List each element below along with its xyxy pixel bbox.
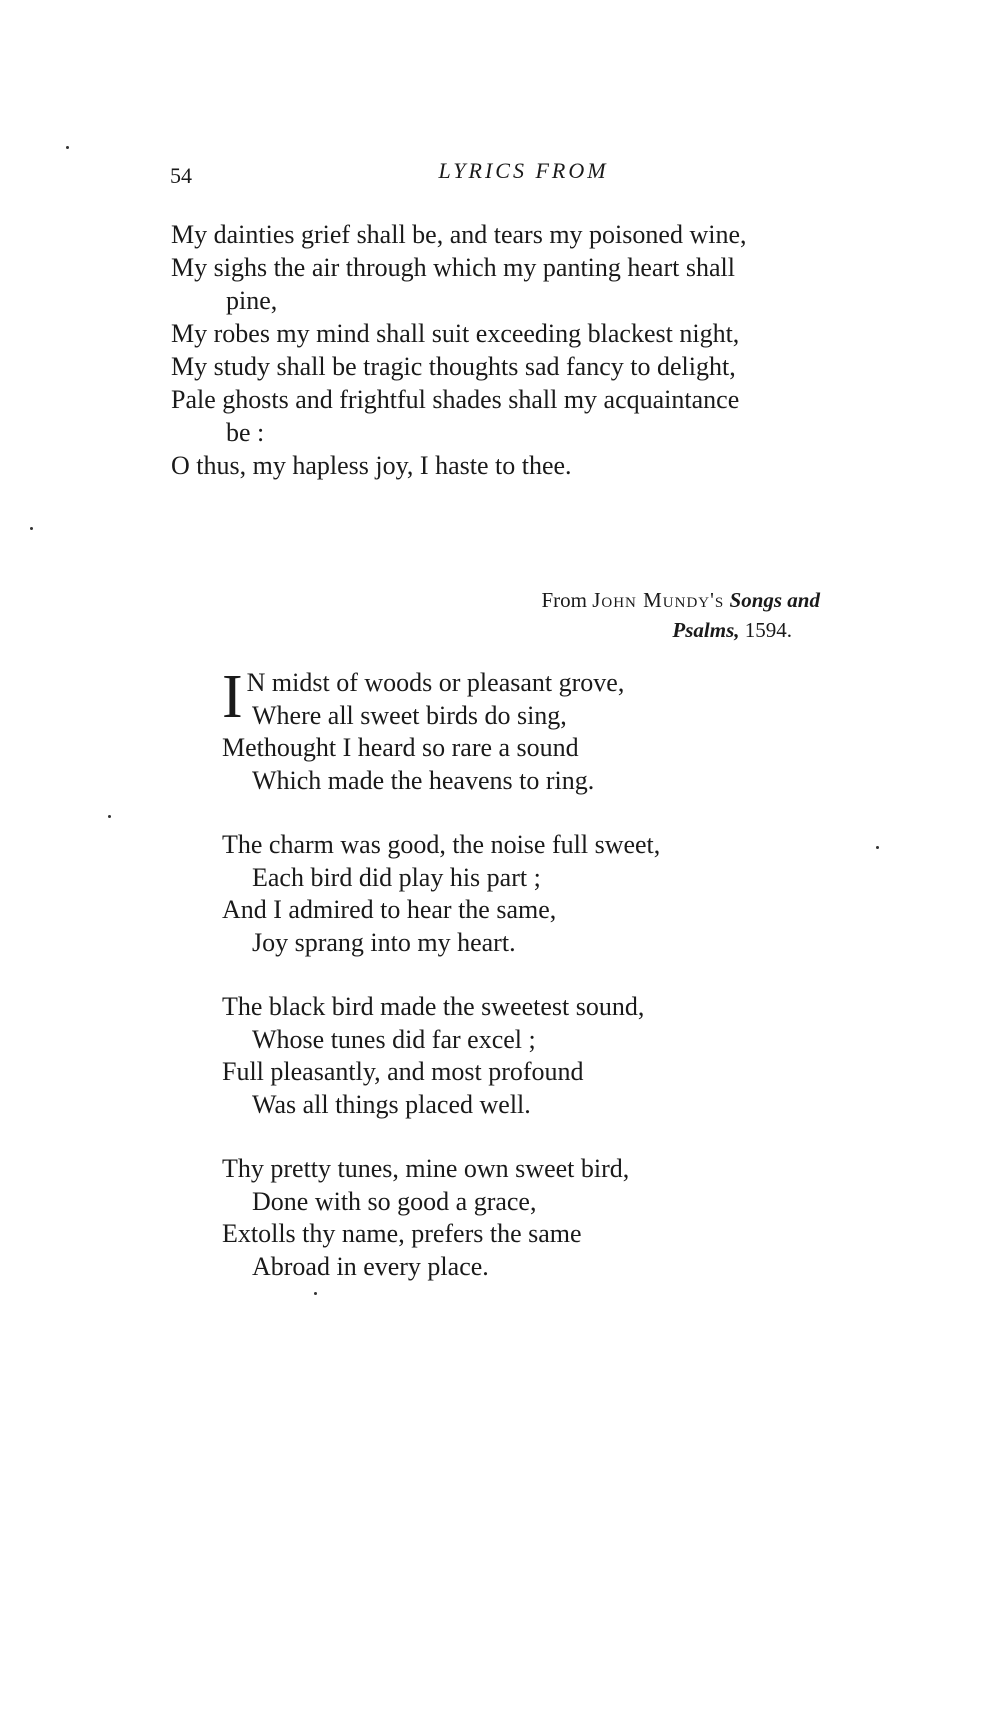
verse-line: Thy pretty tunes, mine own sweet bird, [222, 1154, 630, 1183]
verse-line: Was all things placed well. [252, 1089, 531, 1119]
verse-line: pine, [226, 286, 278, 315]
attribution-prefix: From [541, 588, 587, 612]
verse-line: Whose tunes did far excel ; [252, 1024, 536, 1054]
top-stanza [171, 218, 851, 482]
verse-line: Which made the heavens to ring. [252, 765, 595, 795]
verse-line: O thus, my hapless joy, I haste to thee. [171, 451, 572, 480]
verse-line: Extolls thy name, prefers the same [222, 1219, 582, 1248]
verse-line: Full pleasantly, and most profound [222, 1057, 584, 1086]
attribution-line-1 [440, 585, 820, 615]
poem-stanza [222, 829, 842, 959]
verse-line: Pale ghosts and frightful shades shall my acquaintance [171, 385, 740, 414]
verse-line: My robes my mind shall suit exceeding blackest night, [171, 319, 740, 348]
verse-line: My study shall be tragic thoughts sad fancy to delight, [171, 352, 736, 381]
attribution-line-2 [440, 615, 820, 645]
verse-line: My dainties grief shall be, and tears my poisoned wine, [171, 220, 747, 249]
poem-stanza [222, 663, 842, 797]
verse-line: The charm was good, the noise full sweet, [222, 830, 661, 859]
poem-stanza [222, 1153, 842, 1283]
poem-stanzas [222, 829, 842, 1283]
verse-line: The black bird made the sweetest sound, [222, 992, 645, 1021]
drop-cap: I [222, 663, 243, 731]
scan-speck [66, 146, 69, 149]
attribution-work-part2: Psalms, [672, 618, 740, 642]
scan-speck [314, 1292, 317, 1295]
verse-line: Methought I heard so rare a sound [222, 733, 579, 762]
verse-line: And I admired to hear the same, [222, 895, 557, 924]
poem [222, 663, 842, 1315]
verse-line: Abroad in every place. [252, 1251, 489, 1281]
poem-stanza [222, 991, 842, 1121]
verse-line: be : [226, 418, 265, 447]
attribution [440, 585, 820, 645]
scan-speck [876, 846, 879, 849]
running-title: LYRICS FROM [438, 158, 609, 183]
verse-line: Each bird did play his part ; [252, 862, 541, 892]
page-number: 54 [170, 163, 192, 188]
scan-speck [108, 815, 111, 818]
scan-speck [30, 527, 33, 530]
verse-line: Where all sweet birds do sing, [252, 700, 567, 730]
verse-line: Done with so good a grace, [252, 1186, 537, 1216]
attribution-work-part1: Songs and [729, 588, 820, 612]
attribution-year: 1594. [744, 618, 792, 642]
verse-line: Joy sprang into my heart. [252, 927, 516, 957]
verse-line: My sighs the air through which my panting heart shall [171, 253, 735, 282]
attribution-author: John Mundy's [592, 588, 725, 612]
poem-first-line-text: N midst of woods or pleasant grove, [246, 668, 625, 697]
